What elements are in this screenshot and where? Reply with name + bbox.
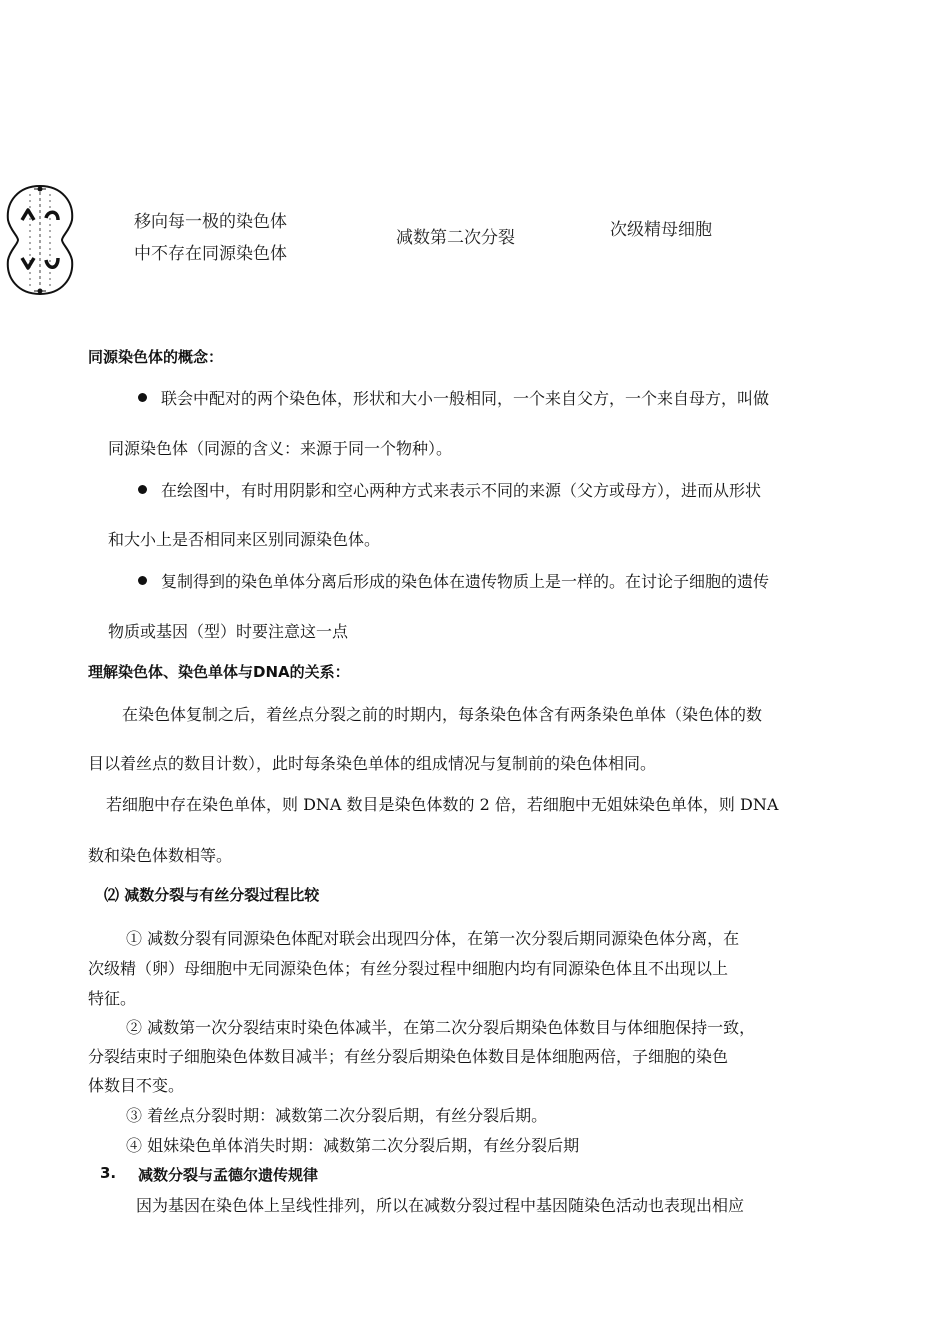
bullet-3-line1 [138,569,769,592]
section-heading-comparison: ⑵ 减数分裂与有丝分裂过程比较 [104,886,320,904]
cell-desc-line2: 中不存在同源染色体 [134,244,287,264]
compare-item2-line3: 体数目不变。 [88,1076,185,1095]
bullet-3-text: 复制得到的染色单体分离后形成的染色体在遗传物质上是一样的。在讨论子细胞的遗传 [161,572,770,591]
bullet-2-line2: 和大小上是否相同来区别同源染色体。 [108,530,381,549]
cell-division-diagram [0,180,80,300]
bullet-dot [138,576,147,585]
table-cell-stage: 减数第二次分裂 [396,228,515,248]
dna-para2-line2: 数和染色体数相等。 [88,846,233,865]
compare-item2-line2: 分裂结束时子细胞染色体数目减半；有丝分裂后期染色体数目是体细胞两倍，子细胞的染色 [88,1047,729,1066]
bullet-1-line1 [138,386,769,409]
section-heading-mendel: 减数分裂与孟德尔遗传规律 [138,1166,319,1184]
compare-item3: ③ 着丝点分裂时期：减数第二次分裂后期，有丝分裂后期。 [126,1106,548,1125]
compare-item4: ④ 姐妹染色单体消失时期：减数第二次分裂后期，有丝分裂后期 [126,1136,580,1155]
section-number: 3. [100,1164,117,1182]
dna-para2-line1: 若细胞中存在染色单体，则 DNA 数目是染色体数的 2 倍，若细胞中无姐妹染色单体，则 DNA [106,795,779,814]
table-cell-cell-type: 次级精母细胞 [610,220,712,240]
cell-desc-line1: 移向每一极的染色体 [134,212,287,232]
mendel-para1-line1: 因为基因在染色体上呈线性排列，所以在减数分裂过程中基因随染色活动也表现出相应 [136,1196,745,1215]
compare-item1-line3: 特征。 [88,989,137,1008]
compare-item2-line1: ② 减数第一次分裂结束时染色体减半，在第二次分裂后期染色体数目与体细胞保持一致， [126,1018,756,1037]
bullet-dot [138,485,147,494]
dna-para1-line2: 目以着丝点的数目计数），此时每条染色单体的组成情况与复制前的染色体相同。 [88,754,657,773]
bullet-2-line1 [138,478,761,501]
compare-item1-line2: 次级精（卵）母细胞中无同源染色体；有丝分裂过程中细胞内均有同源染色体且不出现以上 [88,959,729,978]
compare-item1-line1: ① 减数分裂有同源染色体配对联会出现四分体，在第一次分裂后期同源染色体分离，在 [126,929,740,948]
bullet-dot [138,393,147,402]
bullet-2-text: 在绘图中，有时用阴影和空心两种方式来表示不同的来源（父方或母方），进而从形状 [161,481,762,500]
bullet-3-line2: 物质或基因（型）时要注意这一点 [108,622,349,641]
dna-para1-line1: 在染色体复制之后，着丝点分裂之前的时期内，每条染色体含有两条染色单体（染色体的数 [122,705,763,724]
table-cell-description [134,206,287,270]
section-heading-dna-relation: 理解染色体、染色单体与DNA的关系： [88,663,350,681]
bullet-1-line2: 同源染色体（同源的含义：来源于同一个物种）。 [108,439,453,458]
bullet-1-text: 联会中配对的两个染色体，形状和大小一般相同，一个来自父方，一个来自母方，叫做 [161,389,770,408]
section-heading-homologous: 同源染色体的概念： [88,348,224,366]
